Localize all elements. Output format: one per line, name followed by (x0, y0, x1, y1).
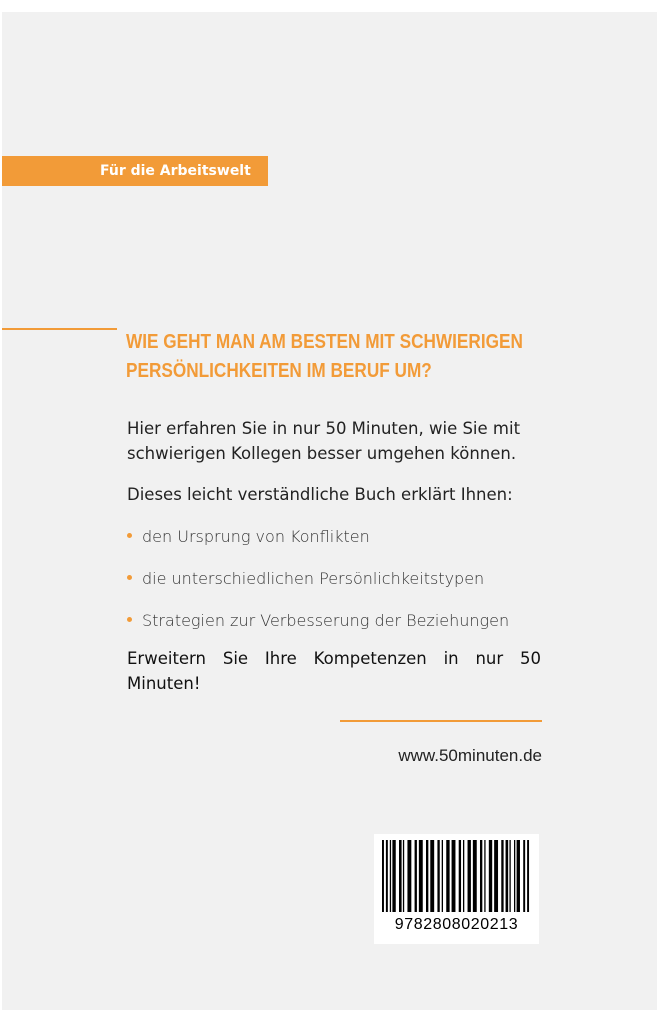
barcode-bar (509, 840, 510, 912)
bullet-list (127, 524, 567, 650)
barcode-bar (386, 840, 388, 912)
isbn-number: 9782808020213 (394, 916, 519, 933)
barcode-bar (415, 840, 417, 912)
barcode-bar (452, 840, 456, 912)
bullet-icon (127, 617, 132, 622)
bullet-icon (127, 575, 132, 580)
barcode-bar (463, 840, 464, 912)
barcode-bar (484, 840, 485, 912)
website-divider (340, 720, 542, 722)
barcode-bar (459, 840, 461, 912)
headline-divider (2, 328, 117, 330)
list-item (127, 524, 567, 566)
headline-line-1: WIE GEHT MAN AM BESTEN MIT SCHWIERIGEN (126, 331, 523, 353)
barcode-bar (419, 840, 423, 912)
barcode-bar (523, 840, 525, 912)
barcode-bar (399, 840, 402, 912)
barcode-bar (514, 840, 515, 912)
barcode-bar (392, 840, 395, 912)
bullet-icon (127, 533, 132, 538)
barcode-bar (517, 840, 520, 912)
website-url: www.50minuten.de (398, 746, 542, 765)
barcode-bar (390, 840, 391, 912)
bullet-text: die unterschiedlichen Persönlichkeitstypen (142, 569, 485, 588)
headline-line-2: PERSÖNLICHKEITEN IM BERUF UM? (126, 360, 432, 382)
barcode-bar (468, 840, 471, 912)
barcode-bar (489, 840, 492, 912)
barcode-bar (473, 840, 477, 912)
barcode-bar (430, 840, 434, 912)
bullet-text: Strategien zur Verbesserung der Beziehungen (142, 611, 510, 630)
barcode-bar (426, 840, 428, 912)
barcode-bar (437, 840, 439, 912)
list-item (127, 608, 567, 650)
barcode-bar (403, 840, 404, 912)
intro-text: Hier erfahren Sie in nur 50 Minuten, wie Sie mit schwierigen Kollegen besser umgehen können. (127, 419, 521, 463)
barcode-bar (494, 840, 498, 912)
barcode-bar (442, 840, 443, 912)
barcode-bar (501, 840, 503, 912)
lead-text: Dieses leicht verständliche Buch erklärt Ihnen: (127, 485, 513, 504)
barcode (374, 834, 539, 944)
call-to-action: Erweitern Sie Ihre Kompetenzen in nur 50 Minuten! (127, 649, 541, 693)
barcode-bar (407, 840, 411, 912)
headline (126, 328, 523, 386)
book-back-cover (2, 12, 657, 1010)
category-tag: Für die Arbeitswelt (2, 156, 268, 186)
list-item (127, 566, 567, 608)
barcode-bar (527, 840, 529, 912)
barcode-bar (480, 840, 482, 912)
barcode-bars-icon (382, 840, 531, 912)
barcode-bar (382, 840, 384, 912)
bullet-text: den Ursprung von Konflikten (142, 527, 370, 546)
barcode-bar (506, 840, 509, 912)
barcode-bar (446, 840, 449, 912)
